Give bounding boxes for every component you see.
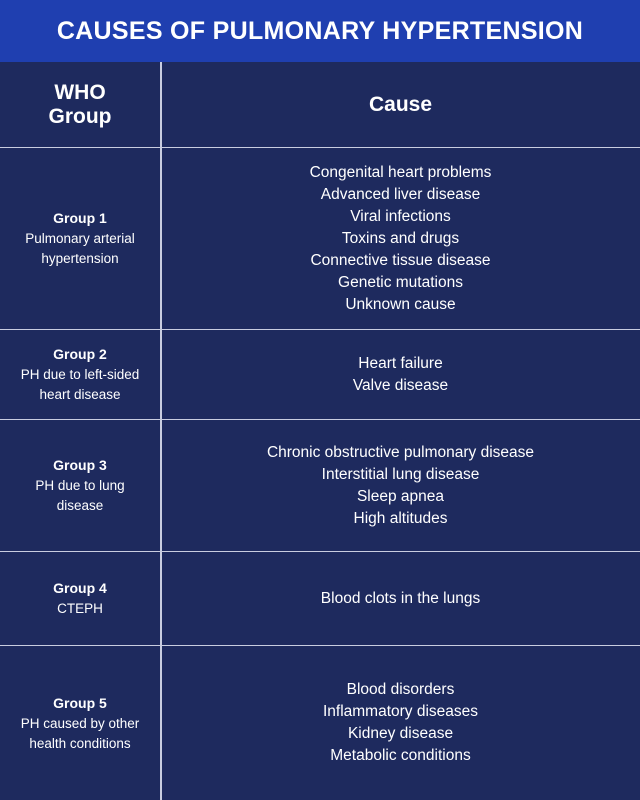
group-name: Group 2 [53, 346, 107, 362]
group-name: Group 1 [53, 210, 107, 226]
cause-item: Chronic obstructive pulmonary disease [266, 443, 535, 461]
group-description-line1: PH due to left-sided [20, 367, 140, 382]
group-cell [0, 148, 160, 329]
cause-cell [161, 330, 640, 419]
cause-cell [161, 420, 640, 551]
group-description-line2: hypertension [41, 251, 119, 266]
table-row-group-5 [0, 646, 640, 800]
cause-item: Metabolic conditions [330, 747, 471, 764]
group-description-line1: PH due to lung [35, 478, 125, 493]
group-cell [0, 552, 160, 645]
cause-item: Sleep apnea [356, 487, 445, 505]
cause-item: Kidney disease [347, 725, 454, 742]
title-banner [0, 0, 640, 62]
cause-item: Inflammatory diseases [322, 703, 479, 720]
cause-item: Valve disease [352, 376, 449, 394]
cause-item: Blood clots in the lungs [320, 589, 481, 607]
group-description-line2: heart disease [39, 387, 121, 402]
group-description-line1: Pulmonary arterial [25, 231, 135, 246]
cause-item: Toxins and drugs [341, 229, 460, 247]
cause-item: Heart failure [358, 354, 443, 372]
causes-table [0, 62, 640, 800]
group-cell [0, 420, 160, 551]
group-name: Group 4 [53, 580, 107, 596]
table-row-group-3 [0, 420, 640, 552]
table-row-group-4 [0, 552, 640, 646]
group-name: Group 5 [53, 694, 107, 711]
table-header-row [0, 62, 640, 148]
header-who-group-line2: Group [48, 104, 112, 128]
cause-cell [161, 646, 640, 800]
table-row-group-1 [0, 148, 640, 330]
cause-item: Connective tissue disease [310, 251, 491, 269]
group-description-line2: disease [56, 498, 104, 513]
cause-item: Congenital heart problems [309, 163, 492, 181]
cause-item: Blood disorders [346, 681, 455, 698]
cause-item: Interstitial lung disease [321, 465, 480, 483]
cause-item: Unknown cause [345, 295, 456, 313]
header-cause-label: Cause [368, 92, 433, 116]
group-description-line1: PH caused by other [20, 715, 140, 731]
group-cell [0, 646, 160, 800]
group-name: Group 3 [53, 457, 107, 473]
header-cause [161, 62, 640, 147]
cause-cell [161, 552, 640, 645]
header-who-group-line1: WHO [54, 80, 106, 104]
header-who-group [0, 62, 160, 147]
cause-cell [161, 148, 640, 329]
column-divider [160, 62, 162, 800]
group-description-line2: health conditions [29, 735, 131, 751]
cause-item: High altitudes [353, 509, 448, 527]
table-row-group-2 [0, 330, 640, 420]
group-description-line1: CTEPH [57, 601, 103, 616]
cause-item: Advanced liver disease [320, 185, 481, 203]
cause-item: Genetic mutations [338, 273, 463, 291]
group-cell [0, 330, 160, 419]
cause-item: Viral infections [350, 207, 451, 225]
page-title: CAUSES OF PULMONARY HYPERTENSION [56, 16, 584, 45]
